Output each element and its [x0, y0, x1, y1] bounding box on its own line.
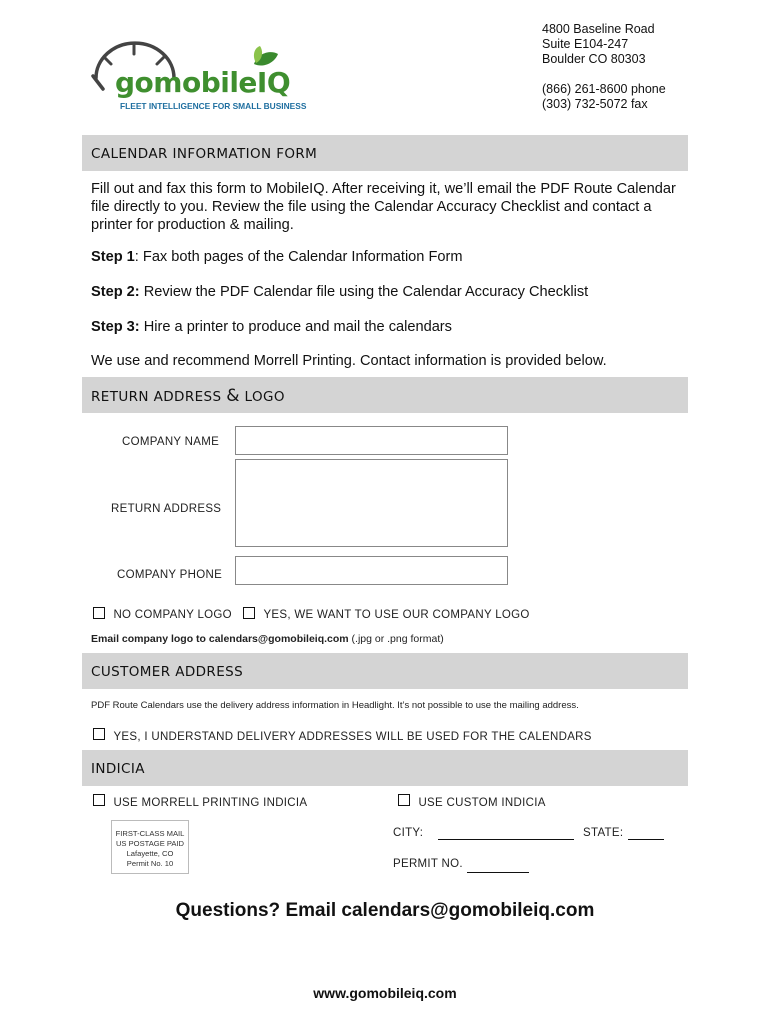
no-logo-option[interactable]: [93, 605, 232, 623]
step-3: [91, 318, 452, 336]
logo-wordmark: gomobileIQ: [115, 66, 291, 99]
custom-indicia-option[interactable]: [398, 793, 546, 811]
yes-logo-option[interactable]: [243, 605, 530, 623]
section-title-amp: &: [226, 386, 240, 406]
step-text: : Fax both pages of the Calendar Information Form: [134, 249, 463, 265]
stamp-line: Permit No. 10: [126, 859, 174, 868]
logo-tagline: FLEET INTELLIGENCE FOR SMALL BUSINESS: [120, 101, 307, 111]
delivery-address-confirm-checkbox[interactable]: [93, 728, 105, 740]
yes-logo-checkbox[interactable]: [243, 607, 255, 619]
website-link[interactable]: www.gomobileiq.com: [313, 985, 457, 1001]
stamp-line: US POSTAGE PAID: [115, 839, 185, 848]
custom-indicia-checkbox[interactable]: [398, 794, 410, 806]
city-field[interactable]: [438, 825, 574, 840]
company-logo: [86, 36, 307, 116]
custom-indicia-label: USE CUSTOM INDICIA: [418, 797, 546, 809]
section-title: CALENDAR INFORMATION FORM: [91, 146, 318, 162]
company-name-label: COMPANY NAME: [122, 436, 220, 448]
logo-email-bold: Email company logo to calendars@gomobileiq.com: [91, 633, 349, 645]
section-header-customer-address: [82, 653, 688, 689]
section-header-indicia: [82, 750, 688, 786]
step-text: Hire a printer to produce and mail the calendars: [139, 319, 452, 335]
address-suite: Suite E104-247: [542, 37, 629, 51]
section-title-end: LOGO: [239, 389, 285, 405]
logo-email-note: [91, 633, 444, 645]
return-address-input[interactable]: [235, 459, 508, 547]
company-phone-input[interactable]: [235, 556, 508, 585]
delivery-address-confirm-label: YES, I UNDERSTAND DELIVERY ADDRESSES WILL BE USED FOR THE CALENDARS: [113, 731, 592, 743]
step-label: Step 2:: [91, 284, 140, 300]
address-city: Boulder CO 80303: [542, 52, 646, 66]
state-field[interactable]: [628, 825, 664, 840]
address-fax: (303) 732-5072 fax: [542, 97, 648, 111]
logo-email-format: (.jpg or .png format): [348, 633, 444, 645]
company-name-input[interactable]: [235, 426, 508, 455]
customer-address-note: PDF Route Calendars use the delivery address information in Headlight. It’s not possible to use the mailing address.: [91, 700, 579, 711]
state-label: STATE:: [583, 827, 624, 839]
address-street: 4800 Baseline Road: [542, 22, 655, 36]
permit-field[interactable]: [467, 858, 529, 873]
morrell-indicia-option[interactable]: [93, 793, 307, 811]
company-phone-label: COMPANY PHONE: [117, 569, 223, 581]
section-title: INDICIA: [91, 761, 145, 777]
no-logo-checkbox[interactable]: [93, 607, 105, 619]
morrell-indicia-checkbox[interactable]: [93, 794, 105, 806]
section-header-return-address: [82, 377, 688, 413]
section-header-calendar: [82, 135, 688, 171]
company-address: [542, 22, 666, 112]
permit-label: PERMIT NO.: [393, 858, 463, 870]
yes-logo-label: YES, WE WANT TO USE OUR COMPANY LOGO: [263, 609, 530, 621]
step-2: [91, 283, 588, 301]
delivery-address-confirm-option[interactable]: [93, 727, 592, 745]
questions-email-text: Questions? Email calendars@gomobileiq.com: [175, 900, 595, 921]
stamp-line: Lafayette, CO: [126, 849, 174, 858]
address-phone: (866) 261-8600 phone: [542, 82, 666, 96]
intro-paragraph: Fill out and fax this form to MobileIQ. After receiving it, we’ll email the PDF Route Calendar file directly to you. Review the file using the Calendar Accuracy Checklist and contact a printer for production & mailing.: [91, 181, 676, 233]
section-title: RETURN ADDRESS: [91, 389, 227, 405]
indicia-stamp: [111, 820, 189, 874]
step-label: Step 3:: [91, 319, 140, 335]
step-1: [91, 248, 463, 266]
recommend-text: We use and recommend Morrell Printing. Contact information is provided below.: [91, 353, 607, 369]
morrell-indicia-label: USE MORRELL PRINTING INDICIA: [113, 797, 308, 809]
no-logo-label: NO COMPANY LOGO: [113, 609, 232, 621]
city-label: CITY:: [393, 827, 424, 839]
step-text: Review the PDF Calendar file using the Calendar Accuracy Checklist: [139, 284, 589, 300]
step-label: Step 1: [91, 249, 135, 265]
stamp-line: FIRST-CLASS MAIL: [115, 829, 185, 838]
return-address-label: RETURN ADDRESS: [111, 503, 222, 515]
section-title: CUSTOMER ADDRESS: [91, 664, 244, 680]
